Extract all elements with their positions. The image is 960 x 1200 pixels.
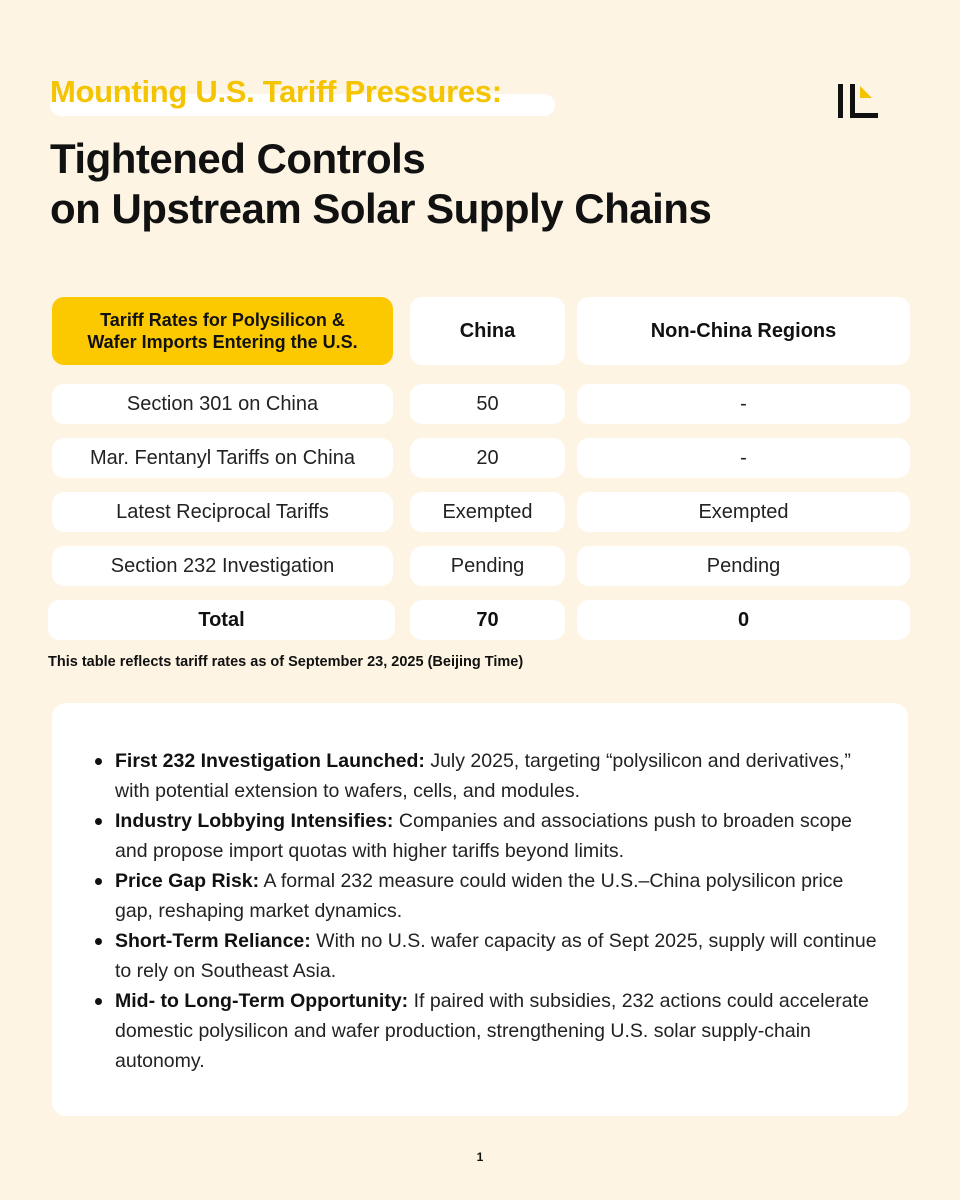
bullet-text: A formal 232 measure could widen the U.S.–China polysilicon price gap, reshaping market dynamics. (115, 870, 844, 922)
bullet-list (95, 746, 885, 1076)
total-china-value: 70 (410, 600, 565, 640)
list-item (95, 746, 885, 806)
list-item (95, 926, 885, 986)
row-non-china-value: Exempted (577, 492, 910, 532)
row-non-china-value: - (577, 384, 910, 424)
kicker-text: Mounting U.S. Tariff Pressures: (50, 74, 502, 109)
table-footnote: This table reflects tariff rates as of September 23, 2025 (Beijing Time) (48, 654, 524, 670)
row-label: Latest Reciprocal Tariffs (52, 492, 393, 532)
table-header-china: China (410, 297, 565, 365)
bullet-text: July 2025, targeting “polysilicon and derivatives,” with potential extension to wafers, cells, and modules. (115, 750, 851, 802)
page-number: 1 (476, 1150, 484, 1164)
list-item (95, 986, 885, 1076)
bullet-text: If paired with subsidies, 232 actions could accelerate domestic polysilicon and wafer production, strengthening U.S. solar supply-chain autonomy. (115, 990, 869, 1072)
bullet-text: Companies and associations push to broaden scope and propose import quotas with higher tariffs beyond limits. (115, 810, 852, 862)
ul-logo-icon (836, 82, 880, 120)
row-label: Section 232 Investigation (52, 546, 393, 586)
bullet-heading: Industry Lobbying Intensifies: (115, 810, 394, 832)
total-non-china-value: 0 (577, 600, 910, 640)
table-header-non-china: Non-China Regions (577, 297, 910, 365)
row-china-value: 20 (410, 438, 565, 478)
bullet-heading: Price Gap Risk: (115, 870, 260, 892)
bullet-text: With no U.S. wafer capacity as of Sept 2025, supply will continue to rely on Southeast Asia. (115, 930, 877, 982)
row-non-china-value: - (577, 438, 910, 478)
total-label: Total (48, 600, 395, 640)
title-line-2: on Upstream Solar Supply Chains (50, 185, 712, 232)
list-item (95, 806, 885, 866)
row-label: Mar. Fentanyl Tariffs on China (52, 438, 393, 478)
kicker-wrap (50, 72, 502, 112)
row-label: Section 301 on China (52, 384, 393, 424)
bullet-heading: Mid- to Long-Term Opportunity: (115, 990, 409, 1012)
row-non-china-value: Pending (577, 546, 910, 586)
bullet-heading: Short-Term Reliance: (115, 930, 311, 952)
title-line-1: Tightened Controls (50, 135, 426, 182)
page-title (50, 134, 711, 234)
list-item (95, 866, 885, 926)
table-header-label: Tariff Rates for Polysilicon & Wafer Imports Entering the U.S. (52, 297, 393, 365)
row-china-value: Pending (410, 546, 565, 586)
row-china-value: Exempted (410, 492, 565, 532)
row-china-value: 50 (410, 384, 565, 424)
bullet-heading: First 232 Investigation Launched: (115, 750, 425, 772)
